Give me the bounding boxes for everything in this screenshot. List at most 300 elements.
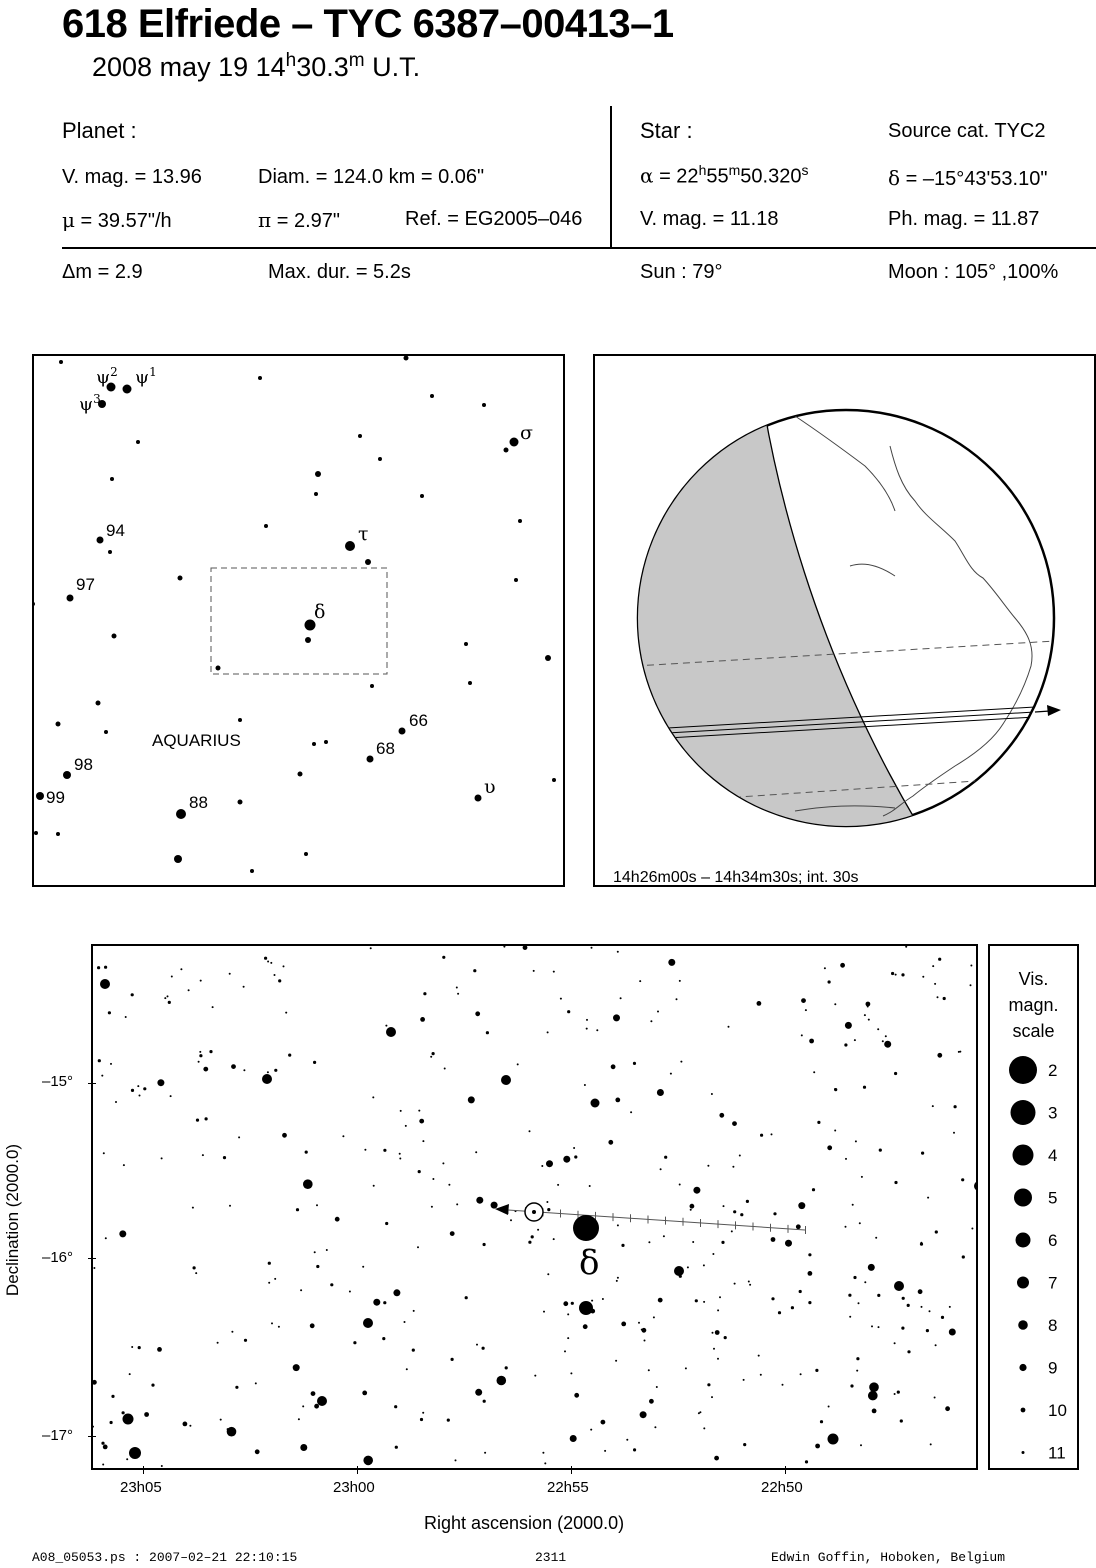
field-star <box>473 969 476 972</box>
field-star <box>760 1134 763 1137</box>
field-star <box>544 1462 546 1464</box>
field-star <box>868 1264 875 1271</box>
field-star <box>456 1203 458 1205</box>
field-star <box>712 1332 714 1334</box>
field-star <box>723 1205 725 1207</box>
field-star <box>970 965 972 967</box>
field-star <box>110 1421 113 1424</box>
field-star <box>845 1226 847 1228</box>
field-star <box>457 993 459 995</box>
field-star <box>690 1209 692 1211</box>
field-star <box>180 968 182 970</box>
field-star <box>227 1427 237 1437</box>
field-star <box>895 974 897 976</box>
field-star <box>743 1443 746 1446</box>
field-star <box>326 1249 328 1251</box>
label-94: 94 <box>106 521 125 540</box>
field-star <box>574 1155 577 1158</box>
field-star <box>805 1460 808 1463</box>
field-star <box>808 1271 813 1276</box>
field-star <box>801 998 806 1003</box>
field-star <box>828 1406 830 1408</box>
field-star <box>168 1001 171 1004</box>
scale-label: 8 <box>1048 1316 1058 1335</box>
field-star <box>920 1243 923 1246</box>
field-star <box>858 1302 860 1304</box>
field-star <box>817 1121 820 1124</box>
field-star <box>929 1310 931 1312</box>
field-star <box>119 1230 126 1237</box>
globe-caption: 14h26m00s – 14h34m30s; int. 30s <box>613 869 859 885</box>
field-star <box>604 1450 606 1452</box>
field-star <box>129 1373 131 1375</box>
field-star <box>157 1347 162 1352</box>
field-star <box>644 1340 646 1342</box>
field-star <box>743 1379 745 1381</box>
label-delta: δ <box>314 601 326 623</box>
field-star <box>815 1444 820 1449</box>
field-star <box>805 1009 807 1011</box>
field-star <box>314 1251 316 1253</box>
field-star <box>137 1085 139 1087</box>
field-star <box>746 1200 749 1203</box>
field-star <box>316 1204 318 1206</box>
field-star <box>111 1395 114 1398</box>
field-star <box>717 1309 719 1311</box>
finder-star <box>174 855 182 863</box>
field-star <box>620 997 622 999</box>
scale-dot <box>1018 1320 1028 1330</box>
finder-star <box>504 448 509 453</box>
label-psi2: $\psi^2$ <box>96 365 118 388</box>
field-star <box>844 1043 847 1046</box>
field-star <box>419 1119 424 1124</box>
field-star <box>97 966 100 969</box>
star-heading: Star : <box>640 118 693 143</box>
field-star <box>649 1399 654 1404</box>
label-97: 97 <box>76 575 95 594</box>
scale-dot <box>1017 1277 1029 1289</box>
field-star <box>399 1153 401 1155</box>
field-star <box>927 1197 929 1199</box>
finder-star <box>36 792 44 800</box>
finder-star <box>367 756 374 763</box>
field-star <box>707 1165 709 1167</box>
field-star <box>510 1219 512 1221</box>
field-star <box>373 1299 380 1306</box>
field-star <box>570 1435 577 1442</box>
field-star <box>170 1095 172 1097</box>
field-star <box>894 1342 896 1344</box>
finder-star <box>305 637 311 643</box>
finder-star <box>468 681 472 685</box>
max-duration: Max. dur. = 5.2s <box>268 261 411 283</box>
field-star <box>542 1452 544 1454</box>
field-star <box>349 1291 351 1293</box>
field-star <box>685 1367 687 1369</box>
finder-star <box>238 800 243 805</box>
field-star <box>98 1059 101 1062</box>
field-star <box>567 1337 569 1339</box>
field-star <box>543 1311 545 1313</box>
field-star <box>615 1098 620 1103</box>
field-star <box>313 1061 316 1064</box>
field-star <box>724 1336 727 1339</box>
footer-file: A08_05053.ps : 2007–02–21 22:10:15 <box>32 1550 298 1565</box>
finder-star <box>59 360 63 364</box>
field-star <box>961 1178 964 1181</box>
field-star <box>486 1031 489 1034</box>
finder-star <box>96 701 101 706</box>
field-star <box>547 1208 550 1211</box>
field-star <box>192 1207 194 1209</box>
star-vmag: V. mag. = 11.18 <box>640 208 779 230</box>
page-title: 618 Elfriede – TYC 6387–00413–1 <box>62 2 674 46</box>
field-star <box>567 1010 570 1013</box>
field-star <box>894 1072 897 1075</box>
field-star <box>971 1228 973 1230</box>
field-star <box>934 983 936 985</box>
field-star <box>828 980 831 983</box>
field-star <box>131 1089 134 1092</box>
field-star <box>901 973 904 976</box>
field-star <box>732 1166 734 1168</box>
scale-dot <box>1021 1408 1026 1413</box>
field-star <box>871 1325 873 1327</box>
field-star <box>602 1298 604 1300</box>
field-star <box>115 1101 117 1103</box>
field-star <box>711 1093 713 1095</box>
field-star <box>571 1302 574 1305</box>
field-star <box>712 1253 714 1255</box>
field-star <box>670 1073 672 1075</box>
scale-label: 5 <box>1048 1188 1058 1208</box>
scale-label: 7 <box>1048 1273 1058 1293</box>
field-star <box>546 1201 548 1203</box>
field-star <box>564 1350 566 1352</box>
bright-star <box>129 1447 141 1459</box>
label-psi3: $\psi^3$ <box>79 392 101 415</box>
finder-star <box>378 457 382 461</box>
field-star <box>845 1158 847 1160</box>
field-star <box>255 1449 260 1454</box>
delta-aquarii-star <box>573 1215 599 1241</box>
globe-panel <box>593 354 1096 887</box>
field-star <box>869 1382 879 1392</box>
field-star <box>547 1031 549 1033</box>
field-star <box>546 1160 553 1167</box>
field-star <box>476 1344 478 1346</box>
path-arrow <box>1047 705 1061 716</box>
label-68: 68 <box>376 739 395 758</box>
field-star <box>855 1140 857 1142</box>
field-star <box>383 1301 386 1304</box>
field-star <box>861 1176 863 1178</box>
field-star <box>432 1052 435 1055</box>
field-star <box>834 1088 837 1091</box>
field-star <box>877 1028 879 1030</box>
field-star <box>293 1364 300 1371</box>
field-star <box>633 1448 636 1451</box>
field-star <box>482 1347 485 1350</box>
x-axis-title: Right ascension (2000.0) <box>424 1513 625 1533</box>
field-star <box>813 1071 815 1073</box>
field-star <box>455 1459 457 1461</box>
field-star <box>679 980 681 982</box>
finder-star <box>238 718 242 722</box>
field-star <box>131 993 134 996</box>
field-star <box>285 1012 287 1014</box>
field-star <box>298 1418 300 1420</box>
field-star <box>110 1063 112 1065</box>
field-star <box>314 1404 319 1409</box>
field-star <box>557 1184 559 1186</box>
field-star <box>617 1224 619 1226</box>
field-star <box>584 1084 586 1086</box>
event-datetime: 2008 may 19 14$^h$30.3$^m$ U.T. <box>92 50 421 82</box>
field-star <box>531 1235 534 1238</box>
field-star <box>123 1164 125 1166</box>
field-star <box>102 1464 104 1466</box>
finder-star <box>123 385 132 394</box>
field-star <box>202 1154 204 1156</box>
field-star <box>809 1039 814 1044</box>
field-star <box>692 1241 694 1243</box>
field-star <box>698 1412 700 1414</box>
label-66: 66 <box>409 711 428 730</box>
field-star <box>200 980 202 982</box>
field-star <box>101 1075 103 1077</box>
field-star <box>300 1289 302 1291</box>
field-star <box>573 1147 575 1149</box>
field-star <box>442 1162 444 1164</box>
finder-star <box>56 832 60 836</box>
field-star <box>812 1188 815 1191</box>
y-axis-title-wrap <box>0 1143 22 1297</box>
field-star <box>553 971 555 973</box>
finder-star <box>315 471 321 477</box>
field-star <box>617 951 619 953</box>
field-star <box>719 1296 721 1298</box>
field-star <box>918 1289 923 1294</box>
field-star <box>283 965 285 967</box>
finder-stars <box>34 356 556 873</box>
star-source: Source cat. TYC2 <box>888 120 1046 142</box>
field-star <box>773 1212 776 1215</box>
field-star <box>800 1373 802 1375</box>
field-star <box>310 1323 315 1328</box>
finder-star <box>464 642 468 646</box>
field-star <box>941 1316 944 1319</box>
field-star <box>633 1062 636 1065</box>
field-star <box>586 1028 588 1030</box>
field-star <box>255 1382 257 1384</box>
field-star <box>161 1465 163 1467</box>
field-star <box>796 1224 801 1229</box>
field-star <box>719 1113 724 1118</box>
scale-label: 6 <box>1048 1231 1058 1250</box>
field-star <box>399 1158 401 1160</box>
scale-dot <box>1019 1364 1026 1371</box>
field-star <box>654 1426 656 1428</box>
field-star <box>611 1064 616 1069</box>
field-star <box>268 1282 270 1284</box>
x-tick-2255: 22h55 <box>547 1479 589 1496</box>
finder-star <box>510 438 519 447</box>
field-star <box>653 1316 655 1318</box>
field-star <box>848 1294 851 1297</box>
scale-label: 4 <box>1048 1146 1058 1165</box>
field-star <box>244 1339 247 1342</box>
delta-mag: Δm = 2.9 <box>62 261 143 283</box>
field-star <box>517 1063 519 1065</box>
scale-dots <box>990 946 1077 1468</box>
field-star <box>854 1039 856 1041</box>
finder-star <box>298 772 303 777</box>
field-star <box>935 1230 938 1233</box>
planet-motion: μ = 39.57"/h <box>62 208 172 232</box>
field-star <box>475 1011 480 1016</box>
planet-diam: Diam. = 124.0 km = 0.06" <box>258 166 485 188</box>
field-star <box>902 1297 905 1300</box>
field-star <box>591 1300 593 1302</box>
label-99: 99 <box>46 788 65 807</box>
scale-dot <box>1009 1056 1037 1084</box>
field-star <box>505 1366 508 1369</box>
field-star <box>733 1210 736 1213</box>
field-star <box>879 1149 882 1152</box>
field-star <box>231 1331 233 1333</box>
field-star <box>528 1241 531 1244</box>
field-star <box>209 1050 212 1053</box>
field-star <box>423 992 426 995</box>
field-star <box>621 1244 624 1247</box>
field-star <box>860 1444 862 1446</box>
field-star <box>664 1156 667 1159</box>
field-star <box>93 1426 94 1428</box>
field-star <box>679 1184 681 1186</box>
field-star <box>274 1278 276 1280</box>
finder-star <box>482 403 486 407</box>
field-star <box>271 1322 273 1324</box>
field-star <box>167 995 169 997</box>
field-star <box>617 1277 619 1279</box>
field-star <box>468 1096 475 1103</box>
field-star <box>560 998 562 1000</box>
bright-star <box>386 1027 396 1037</box>
bright-star <box>674 1266 684 1276</box>
finder-star <box>176 809 186 819</box>
field-star <box>891 972 894 975</box>
field-star <box>243 986 245 988</box>
field-star <box>970 984 972 986</box>
field-star <box>373 1185 375 1187</box>
scale-label: 9 <box>1048 1358 1058 1378</box>
finder-star <box>365 559 371 565</box>
bright-star <box>894 1281 904 1291</box>
field-star <box>815 1369 818 1372</box>
field-star <box>364 1149 366 1151</box>
field-star <box>317 1265 319 1267</box>
field-star <box>372 1096 374 1098</box>
field-star <box>217 1342 219 1344</box>
field-star <box>267 961 269 963</box>
field-star <box>703 1427 705 1429</box>
field-star <box>749 1284 751 1286</box>
field-star <box>104 966 107 969</box>
field-star <box>771 1297 774 1300</box>
planet-vmag: V. mag. = 13.96 <box>62 166 202 188</box>
bright-star <box>363 1318 373 1328</box>
scale-dot <box>1016 1233 1031 1248</box>
field-star <box>840 963 845 968</box>
field-star <box>586 1019 588 1021</box>
label-88: 88 <box>189 793 208 812</box>
planet-heading: Planet : <box>62 118 137 143</box>
field-star <box>834 1003 836 1005</box>
finder-star <box>63 771 71 779</box>
field-star <box>782 1384 784 1386</box>
field-star <box>212 1006 214 1008</box>
finder-star <box>314 492 318 496</box>
field-star <box>223 1156 226 1159</box>
field-star <box>938 958 941 961</box>
field-star <box>164 997 166 999</box>
field-star <box>648 1241 650 1243</box>
x-tick-2300: 23h00 <box>333 1479 375 1496</box>
scale-title: Vis. magn. scale <box>1008 969 1059 1041</box>
field-star <box>758 1355 760 1357</box>
field-star <box>739 1155 741 1157</box>
field-star <box>922 976 924 978</box>
field-star <box>596 1029 598 1031</box>
field-star <box>591 947 593 949</box>
field-star <box>193 1266 196 1269</box>
finder-star <box>552 778 556 782</box>
field-star <box>897 1391 900 1394</box>
field-star <box>798 1202 805 1209</box>
field-star <box>363 1456 373 1466</box>
finder-star <box>475 795 482 802</box>
finder-star <box>56 722 61 727</box>
field-star <box>205 1117 208 1120</box>
y-tick-16: –16° <box>42 1249 74 1266</box>
field-star <box>921 1152 924 1155</box>
finder-star <box>104 730 108 734</box>
finder-star <box>264 524 268 528</box>
planet-ref: Ref. = EG2005–046 <box>405 208 583 230</box>
field-star <box>484 1452 486 1454</box>
field-star <box>404 1321 406 1323</box>
field-star <box>300 1444 307 1451</box>
field-star <box>157 1079 164 1086</box>
field-star <box>432 1178 434 1180</box>
finder-star <box>345 541 355 551</box>
field-star <box>935 1344 937 1346</box>
finder-star <box>97 537 104 544</box>
finder-star <box>324 740 328 744</box>
field-star <box>668 959 675 966</box>
field-star <box>937 996 939 998</box>
field-star <box>288 1054 291 1057</box>
finder-star <box>358 434 362 438</box>
field-star <box>553 1238 555 1240</box>
field-star <box>405 1125 407 1127</box>
field-star <box>198 1061 200 1063</box>
field-star <box>937 1053 942 1058</box>
field-star <box>808 1253 811 1256</box>
field-star <box>139 1095 141 1097</box>
